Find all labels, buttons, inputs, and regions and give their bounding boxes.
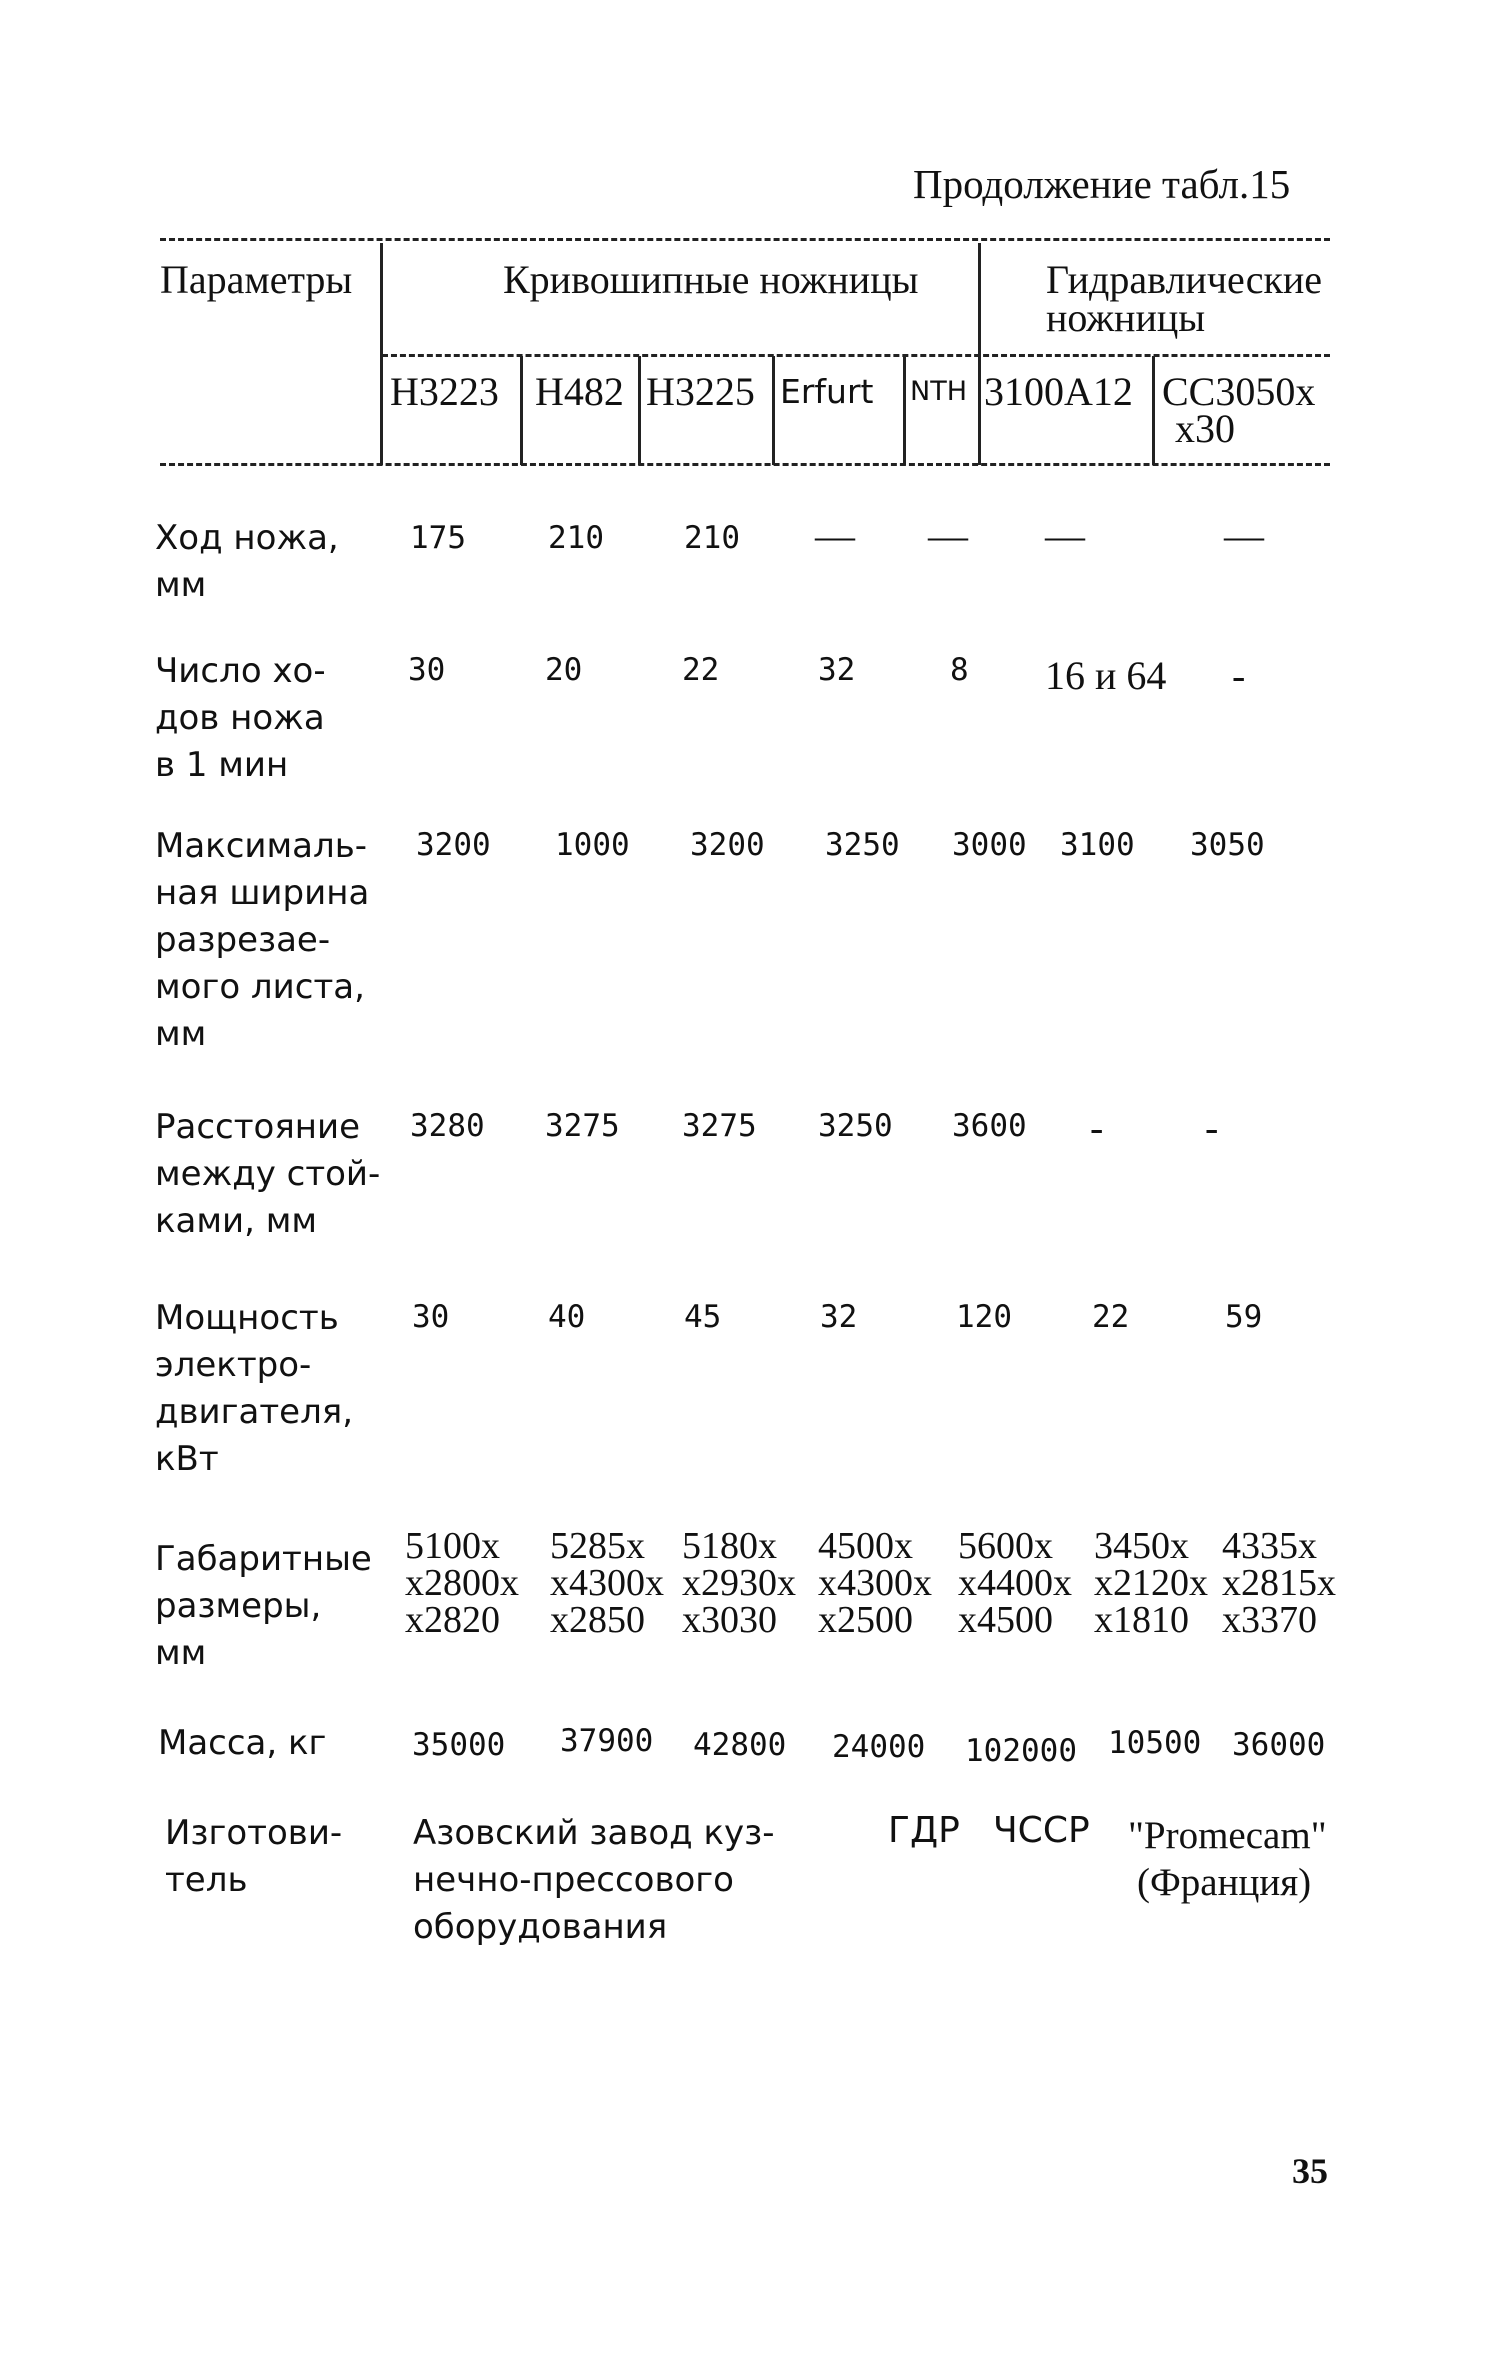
header-group-hydraulic-1: Гидравлические [1046, 257, 1323, 302]
row-label-stroke [155, 515, 339, 609]
dimension-line: х4400х [958, 1562, 1072, 1604]
row-label-maker [165, 1810, 342, 1904]
cell-mass: 102000 [965, 1733, 1077, 1769]
label-line: размеры, [155, 1586, 322, 1626]
label-line: дов ножа [155, 698, 325, 738]
header-vline-1 [520, 356, 523, 465]
label-line: тель [165, 1860, 248, 1900]
header-group-crank: Кривошипные ножницы [503, 257, 919, 302]
cell-stroke: 175 [410, 520, 466, 556]
cell-mass: 42800 [693, 1727, 787, 1763]
row-label-distance [155, 1104, 380, 1245]
cell-power: 120 [956, 1299, 1012, 1335]
header-vline-param [380, 243, 383, 465]
label-line: мм [155, 1014, 207, 1054]
dimension-line: х4300х [550, 1562, 664, 1604]
label-line: Изготови- [165, 1813, 343, 1853]
label-line: электро- [155, 1345, 312, 1385]
label-line: Расстояние [155, 1107, 361, 1147]
cell-stroke: — [928, 513, 968, 558]
cell-max-width: 1000 [555, 827, 630, 863]
dimension-line: х2120х [1094, 1562, 1208, 1604]
header-model: 3100А12 [984, 369, 1133, 414]
header-group-hydraulic-2: ножницы [1046, 295, 1206, 340]
cell-strokes-per-min: - [1232, 653, 1246, 698]
dimension-line: х2500 [818, 1599, 913, 1641]
dimension-line: х2800х [405, 1562, 519, 1604]
cell-stroke: 210 [684, 520, 740, 556]
cell-distance: 3280 [410, 1108, 485, 1144]
cell-maker-cssr: ЧССР [993, 1810, 1090, 1851]
cell-dimensions [818, 1525, 932, 1641]
row-label-power [155, 1295, 353, 1483]
label-line: мм [155, 1633, 207, 1673]
dimension-line: 4335х [1222, 1525, 1317, 1567]
dimension-line: х4300х [818, 1562, 932, 1604]
cell-mass: 10500 [1108, 1725, 1202, 1761]
cell-dimensions [958, 1525, 1072, 1641]
cell-distance: - [1090, 1105, 1104, 1150]
header-vline-3 [772, 356, 775, 465]
cell-strokes-per-min: 8 [950, 652, 969, 688]
label-line: Число хо- [155, 651, 326, 691]
cell-mass: 24000 [832, 1729, 926, 1765]
header-top-rule [160, 238, 1330, 241]
cell-strokes-per-min: 16 и 64 [1045, 653, 1167, 698]
maker-line: оборудования [413, 1907, 668, 1947]
cell-stroke: — [1045, 513, 1085, 558]
cell-dimensions [1094, 1525, 1208, 1641]
cell-dimensions [550, 1525, 664, 1641]
maker-line: "Promecam" [1128, 1814, 1327, 1857]
dimension-line: 5600х [958, 1525, 1053, 1567]
header-model: Н482 [535, 369, 624, 414]
cell-stroke: — [1224, 513, 1264, 558]
header-mid-rule [382, 354, 1330, 357]
row-label-dimensions [155, 1536, 372, 1677]
row-label-max-width [155, 823, 369, 1058]
cell-max-width: 3200 [690, 827, 765, 863]
cell-power: 45 [684, 1299, 722, 1335]
label-line: между стой- [155, 1154, 381, 1194]
cell-power: 32 [820, 1299, 858, 1335]
cell-power: 40 [548, 1299, 586, 1335]
dimension-line: х1810 [1094, 1599, 1189, 1641]
cell-distance: - [1205, 1105, 1219, 1150]
dimension-line: х3370 [1222, 1599, 1317, 1641]
cell-max-width: 3050 [1190, 827, 1265, 863]
header-model: NTH [910, 376, 967, 407]
cell-mass: 36000 [1232, 1727, 1326, 1763]
header-model: х30 [1175, 406, 1235, 451]
cell-max-width: 3000 [952, 827, 1027, 863]
label-line: кВт [155, 1439, 219, 1479]
page-number: 35 [1292, 2151, 1328, 2191]
cell-distance: 3275 [545, 1108, 620, 1144]
dimension-line: х2820 [405, 1599, 500, 1641]
cell-maker-promecam [1128, 1812, 1327, 1906]
cell-dimensions [1222, 1525, 1336, 1641]
header-model: Н3223 [390, 369, 499, 414]
header-vline-groups [978, 243, 981, 465]
maker-line: нечно-прессового [413, 1860, 734, 1900]
dimension-line: 3450х [1094, 1525, 1189, 1567]
cell-distance: 3600 [952, 1108, 1027, 1144]
cell-stroke: — [815, 513, 855, 558]
header-vline-2 [638, 356, 641, 465]
label-line: Мощность [155, 1298, 339, 1338]
cell-power: 59 [1225, 1299, 1263, 1335]
label-line: Габаритные [155, 1539, 372, 1579]
cell-strokes-per-min: 30 [408, 652, 446, 688]
dimension-line: 5180х [682, 1525, 777, 1567]
label-line: ная ширина [155, 873, 370, 913]
row-label-mass: Масса, кг [158, 1723, 327, 1763]
cell-power: 30 [412, 1299, 450, 1335]
cell-dimensions [405, 1525, 519, 1641]
dimension-line: х2850 [550, 1599, 645, 1641]
header-vline-4 [903, 356, 906, 465]
dimension-line: х2930х [682, 1562, 796, 1604]
cell-maker-gdr: ГДР [888, 1810, 960, 1851]
cell-max-width: 3200 [416, 827, 491, 863]
cell-distance: 3275 [682, 1108, 757, 1144]
dimension-line: х4500 [958, 1599, 1053, 1641]
label-line: Максималь- [155, 826, 368, 866]
label-line: разрезае- [155, 920, 331, 960]
label-line: мого листа, [155, 967, 365, 1007]
label-line: мм [155, 565, 207, 605]
cell-strokes-per-min: 20 [545, 652, 583, 688]
cell-mass: 37900 [560, 1723, 654, 1759]
cell-strokes-per-min: 32 [818, 652, 856, 688]
cell-mass: 35000 [412, 1727, 506, 1763]
header-vline-6 [1152, 356, 1155, 465]
header-model: Erfurt [780, 372, 874, 411]
dimension-line: 4500х [818, 1525, 913, 1567]
header-model: Н3225 [646, 369, 755, 414]
maker-line: (Франция) [1137, 1861, 1312, 1904]
label-line: Ход ножа, [155, 518, 339, 558]
dimension-line: х2815х [1222, 1562, 1336, 1604]
maker-line: Азовский завод куз- [413, 1813, 775, 1853]
label-line: ками, мм [155, 1201, 318, 1241]
label-line: двигателя, [155, 1392, 354, 1432]
dimension-line: 5100х [405, 1525, 500, 1567]
cell-stroke: 210 [548, 520, 604, 556]
cell-max-width: 3100 [1060, 827, 1135, 863]
cell-strokes-per-min: 22 [682, 652, 720, 688]
cell-power: 22 [1092, 1299, 1130, 1335]
label-line: в 1 мин [155, 745, 289, 785]
row-label-strokes-per-min [155, 648, 326, 789]
header-model: СС3050х [1162, 369, 1316, 414]
cell-maker-azov [413, 1810, 774, 1951]
cell-distance: 3250 [818, 1108, 893, 1144]
header-param: Параметры [160, 257, 353, 302]
table-caption: Продолжение табл.15 [913, 161, 1291, 207]
dimension-line: 5285х [550, 1525, 645, 1567]
dimension-line: х3030 [682, 1599, 777, 1641]
cell-max-width: 3250 [825, 827, 900, 863]
cell-dimensions [682, 1525, 796, 1641]
